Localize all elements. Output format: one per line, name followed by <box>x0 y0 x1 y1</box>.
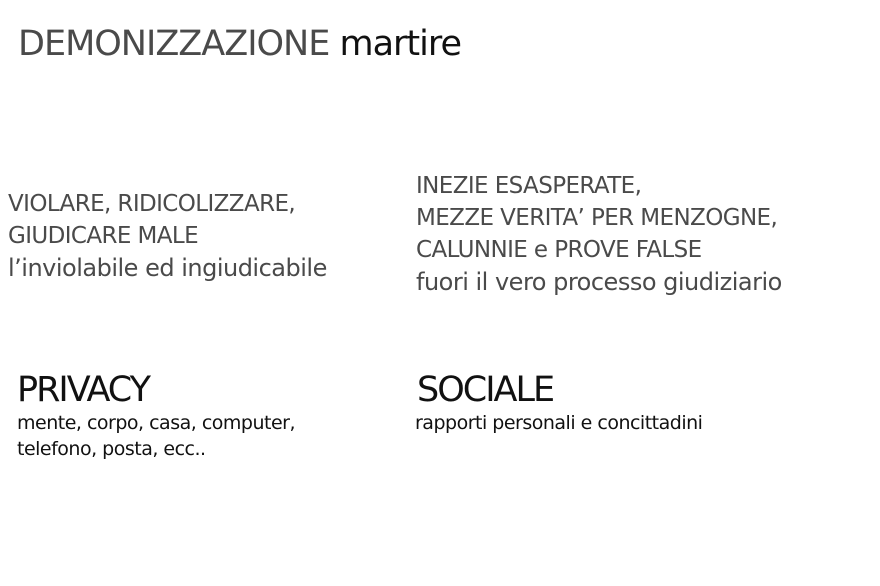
left-line-2: GIUDICARE MALE <box>8 223 199 249</box>
page-title <box>18 24 461 64</box>
title-accent: martire <box>339 24 462 64</box>
title-main: DEMONIZZAZIONE <box>18 24 330 64</box>
right-line-2: MEZZE VERITA’ PER MENZOGNE, <box>416 205 778 231</box>
right-text-block <box>416 170 782 298</box>
privacy-heading: PRIVACY <box>17 370 149 410</box>
left-line-1: VIOLARE, RIDICOLIZZARE, <box>8 191 296 217</box>
sociale-desc-line-1: rapporti personali e concittadini <box>415 412 703 434</box>
privacy-desc-line-2: telefono, posta, ecc.. <box>17 438 206 460</box>
privacy-section <box>17 370 295 462</box>
left-line-3: l’inviolabile ed ingiudicabile <box>8 254 327 282</box>
right-line-1: INEZIE ESASPERATE, <box>416 173 642 199</box>
sociale-section <box>415 370 702 436</box>
right-line-3: CALUNNIE e PROVE FALSE <box>416 237 702 263</box>
right-line-4: fuori il vero processo giudiziario <box>416 268 782 296</box>
privacy-desc-line-1: mente, corpo, casa, computer, <box>17 412 295 434</box>
sociale-heading: SOCIALE <box>417 370 554 410</box>
left-text-block <box>8 188 327 284</box>
